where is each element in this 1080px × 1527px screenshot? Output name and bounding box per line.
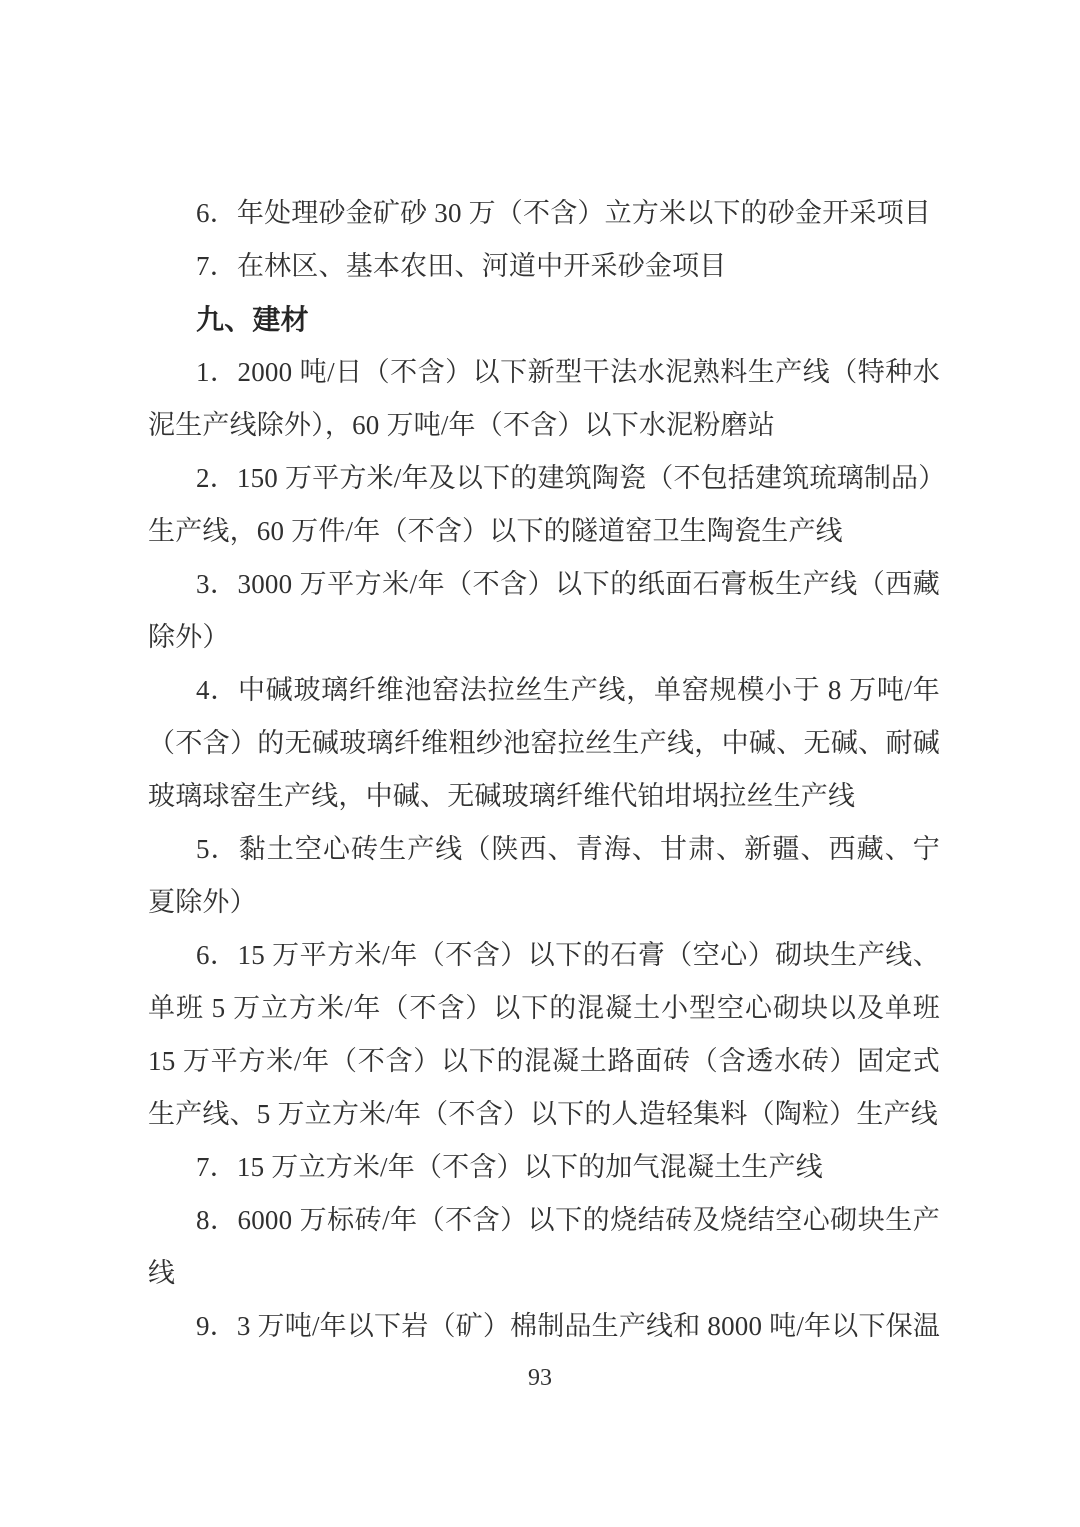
text-line: 玻璃球窑生产线，中碱、无碱玻璃纤维代铂坩埚拉丝生产线 [148,781,856,811]
list-item [148,664,940,823]
text-line: 8．6000 万标砖/年（不含）以下的烧结砖及烧结空心砌块生产 [196,1205,940,1235]
text-line: 5．黏土空心砖生产线（陕西、青海、甘肃、新疆、西藏、宁 [196,834,940,864]
text-line: 2．150 万平方米/年及以下的建筑陶瓷（不包括建筑琉璃制品） [196,463,946,493]
text-line: 3．3000 万平方米/年（不含）以下的纸面石膏板生产线（西藏 [196,569,940,599]
list-item [148,1141,940,1194]
list-item [148,1300,940,1353]
text-line: 15 万平方米/年（不含）以下的混凝土路面砖（含透水砖）固定式 [148,1046,940,1076]
list-item [148,929,940,1141]
page-number: 93 [528,1365,552,1391]
text-line: 除外） [148,622,230,652]
list-item [148,346,940,452]
list-item [148,558,940,664]
text-line: 6．15 万平方米/年（不含）以下的石膏（空心）砌块生产线、 [196,940,940,970]
text-line: 9．3 万吨/年以下岩（矿）棉制品生产线和 8000 吨/年以下保温 [196,1311,941,1341]
list-item [148,1194,940,1300]
text-line: 1．2000 吨/日（不含）以下新型干法水泥熟料生产线（特种水 [196,357,940,387]
list-item [148,187,940,240]
text-line: 7．15 万立方米/年（不含）以下的加气混凝土生产线 [196,1152,823,1182]
text-line: （不含）的无碱玻璃纤维粗纱池窑拉丝生产线，中碱、无碱、耐碱 [148,728,940,758]
text-line: 4．中碱玻璃纤维池窑法拉丝生产线，单窑规模小于 8 万吨/年 [196,675,940,705]
section-heading-text: 九、建材 [196,304,309,335]
text-line: 7．在林区、基本农田、河道中开采砂金项目 [196,251,727,281]
text-line: 单班 5 万立方米/年（不含）以下的混凝土小型空心砌块以及单班 [148,993,940,1023]
section-heading [148,293,940,346]
list-item [148,240,940,293]
text-line: 泥生产线除外），60 万吨/年（不含）以下水泥粉磨站 [148,410,775,440]
text-line: 夏除外） [148,887,257,917]
text-line: 6．年处理砂金矿砂 30 万（不含）立方米以下的砂金开采项目 [196,198,931,228]
list-item [148,452,946,558]
text-line: 线 [148,1258,176,1288]
document-body [148,187,946,1353]
text-line: 生产线、5 万立方米/年（不含）以下的人造轻集料（陶粒）生产线 [148,1099,938,1129]
list-item [148,823,940,929]
text-line: 生产线，60 万件/年（不含）以下的隧道窑卫生陶瓷生产线 [148,516,843,546]
